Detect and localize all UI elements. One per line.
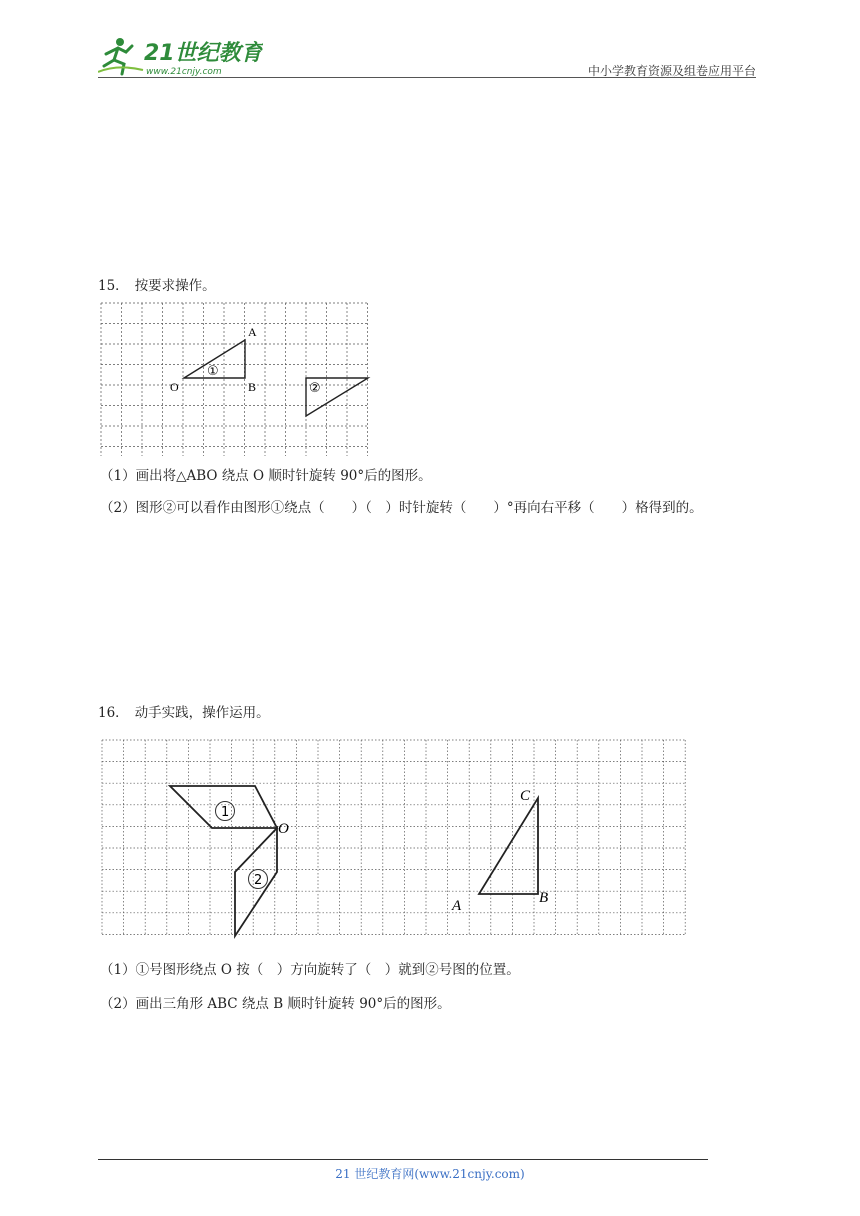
label-A: A: [248, 325, 257, 339]
shape-1-label: 1: [221, 805, 230, 820]
footer-divider: [98, 1159, 708, 1160]
header-divider: [98, 77, 756, 78]
question-16-sub-2: （2）画出三角形 ABC 绕点 B 顺时针旋转 90°后的图形。: [100, 996, 451, 1012]
footer-text: 21 世纪教育网(www.21cnjy.com): [335, 1167, 525, 1181]
question-15-sub-1: （1）画出将△ABO 绕点 O 顺时针旋转 90°后的图形。: [100, 468, 432, 484]
question-15-title: [98, 277, 216, 295]
question-15-text: 按要求操作。: [134, 278, 216, 294]
question-16-sub-1: （1）①号图形绕点 O 按（ ）方向旋转了（ ）就到②号图的位置。: [100, 962, 520, 978]
shape-2-label: ②: [309, 381, 321, 396]
question-16-number: 16．: [98, 705, 129, 721]
question-15-grid-figure: [100, 302, 372, 456]
grid-16: [102, 740, 685, 934]
question-16-text: 动手实践，操作运用。: [134, 705, 270, 721]
logo-sub-text: www.21cnjy.com: [146, 67, 222, 77]
logo-main-text: 21世纪教育: [144, 41, 263, 66]
page-header: [98, 34, 756, 78]
runner-icon: [98, 38, 143, 74]
label-B: B: [539, 890, 549, 906]
site-logo: [98, 34, 263, 78]
header-platform-text: 中小学教育资源及组卷应用平台: [587, 64, 756, 78]
label-B: B: [248, 380, 257, 394]
shape-1-label: ①: [207, 364, 219, 379]
label-A: A: [452, 898, 462, 914]
label-C: C: [520, 788, 531, 804]
question-15-number: 15．: [98, 278, 129, 294]
grid-15: [101, 303, 368, 456]
shape-2-label: 2: [254, 873, 263, 888]
label-O: O: [278, 821, 289, 837]
question-16-grid-figure: [100, 738, 698, 944]
triangle-abc: [479, 798, 538, 894]
label-O: O: [170, 380, 179, 394]
question-16-title: [98, 704, 270, 722]
question-15-sub-2: （2）图形②可以看作由图形①绕点（ ）（ ）时针旋转（ ）°再向右平移（ ）格得到的。: [100, 500, 703, 516]
